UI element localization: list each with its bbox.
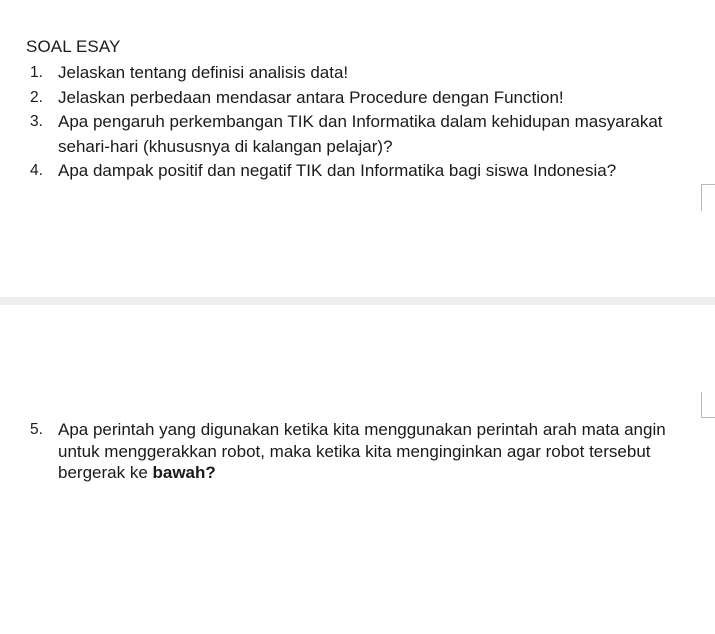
question-text-regular: Apa perintah yang digunakan ketika kita menggunakan perintah arah mata angin untuk menggerakkan robot, maka ketika kita menginginkan agar robot tersebut bergerak ke	[58, 420, 666, 482]
document-page-1	[0, 0, 715, 297]
question-number: 1.	[30, 64, 43, 81]
question-text: Jelaskan perbedaan mendasar antara Procedure dengan Function!	[58, 87, 564, 107]
question-text: Jelaskan tentang definisi analisis data!	[58, 63, 349, 82]
question-number: 4.	[30, 162, 43, 179]
document-page-2	[0, 305, 715, 634]
question-number: 2.	[30, 88, 43, 106]
question-item-5	[0, 419, 700, 484]
question-text: Apa pengaruh perkembangan TIK dan Informatika dalam kehidupan masyarakat sehari-hari (khususnya di kalangan pelajar)?	[58, 112, 663, 156]
question-list-page-1	[0, 61, 700, 184]
section-title: SOAL ESAY	[26, 37, 121, 56]
question-text: Apa dampak positif dan negatif TIK dan Informatika bagi siswa Indonesia?	[58, 161, 617, 180]
question-list-page-2	[0, 419, 700, 484]
question-text	[58, 420, 666, 482]
question-number: 5.	[30, 421, 43, 438]
page-margin-corner-mark	[701, 184, 715, 211]
page-margin-corner-mark	[701, 392, 715, 418]
question-item-4	[0, 159, 700, 184]
page-separator	[0, 297, 715, 305]
question-item-1	[0, 61, 700, 86]
question-item-2	[0, 86, 700, 111]
question-number: 3.	[30, 113, 43, 130]
question-text-bold: bawah?	[152, 463, 216, 482]
question-item-3	[0, 110, 700, 159]
